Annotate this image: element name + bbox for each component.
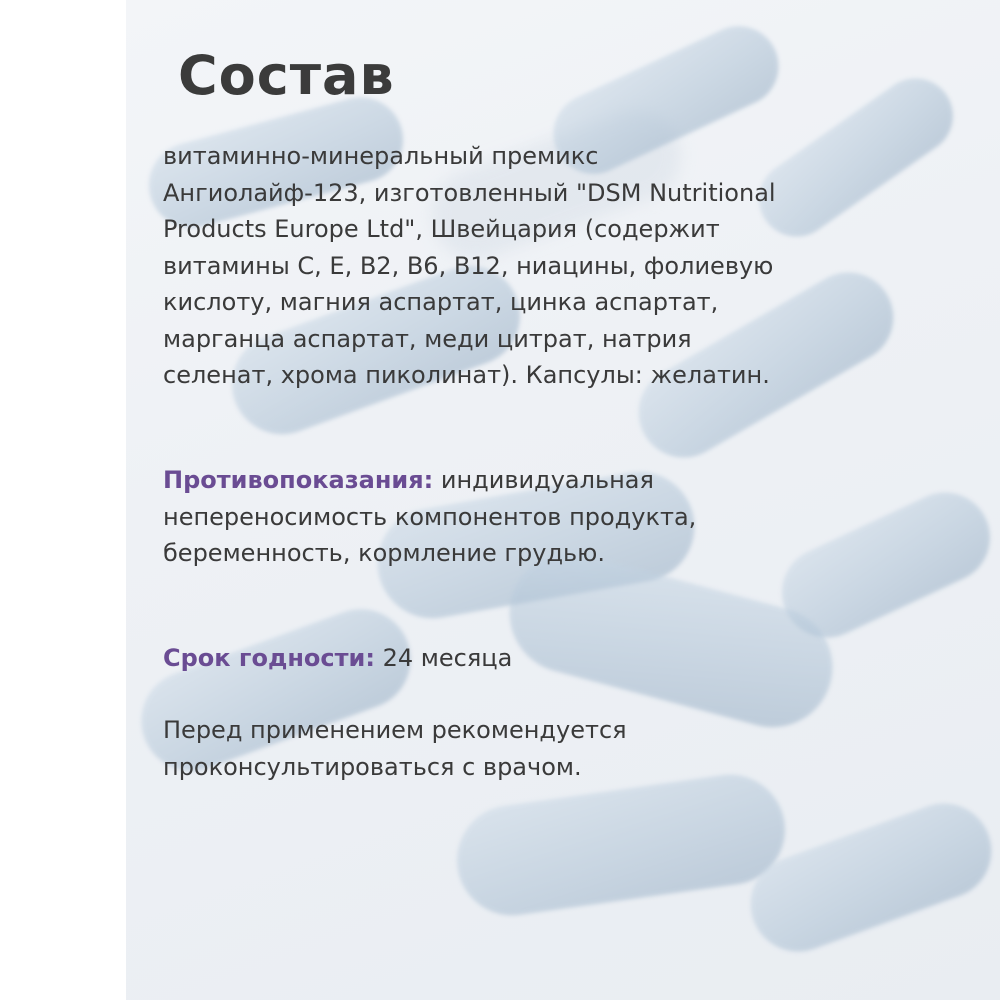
contraindications-label: Противопоказания: xyxy=(163,466,434,494)
shelf-life-label: Срок годности: xyxy=(163,644,375,672)
shelf-life-section xyxy=(163,640,803,677)
contraindications-text: индивидуальная непереносимость компонентов продукта, беременность, кормление грудью. xyxy=(163,466,697,567)
shelf-life-value: 24 месяца xyxy=(374,644,513,672)
contraindications-section xyxy=(163,462,803,572)
composition-text: витаминно-минеральный премикс Ангиолайф-123, изготовленный "DSM Nutritional Products Europe Ltd", Швейцария (содержит витамины C, E, B2, B6, B12, ниацины, фолиевую кислоту, магния аспартат, цинка аспартат, марганца аспартат, меди цитрат, натрия селенат, хрома пиколинат). Капсулы: желатин. xyxy=(163,142,776,389)
consultation-advice: Перед применением рекомендуется проконсультироваться с врачом. xyxy=(163,716,627,781)
page-title: Состав xyxy=(178,44,395,107)
